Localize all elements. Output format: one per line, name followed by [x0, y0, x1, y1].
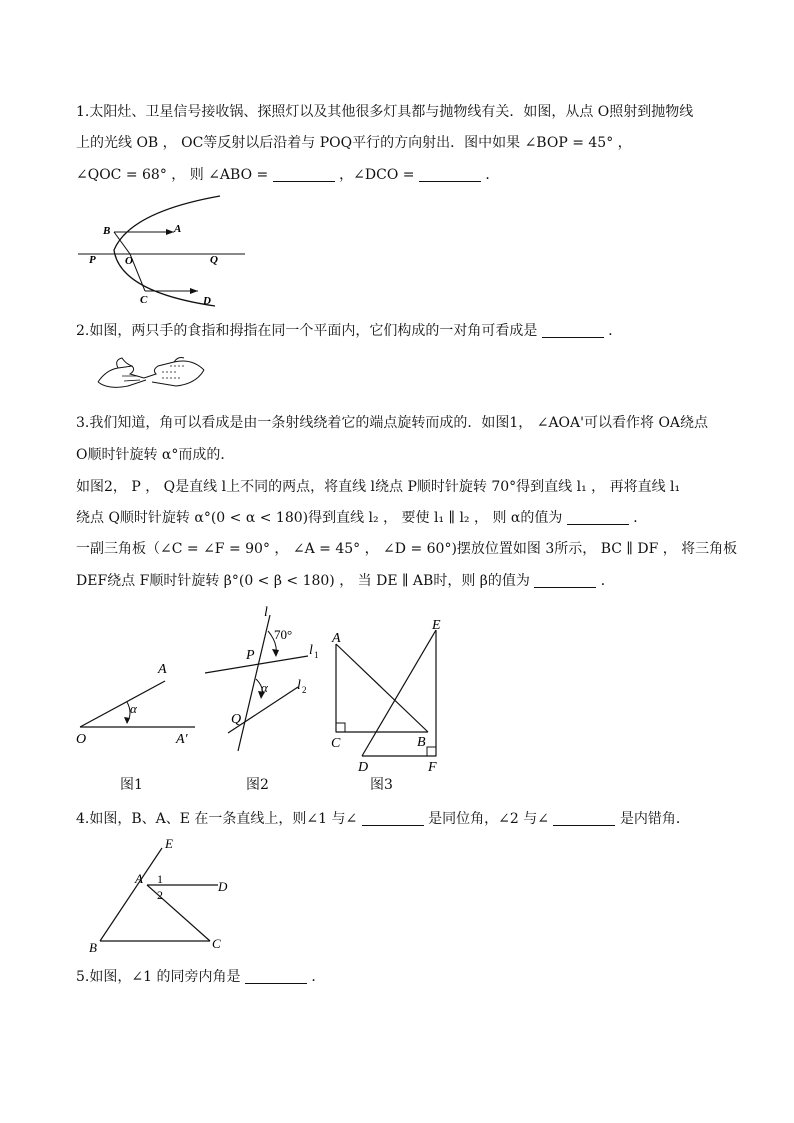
- q4-label-2: 2: [157, 888, 163, 902]
- q5-line: [76, 968, 325, 986]
- q4-label-C: C: [212, 936, 221, 951]
- q1-label-C: C: [140, 294, 148, 306]
- q3-figure-2: [198, 603, 328, 758]
- q3-line4-text: 绕点 Q顺时针旋转 α°(0 < α < 180)得到直线 l₂ ， 要使 l₁ ∥ l₂ ， 则 α的值为: [76, 510, 563, 526]
- q4-line: [76, 810, 690, 828]
- q4-text-a: 4.如图，B、A、E 在一条直线上，则∠1 与∠: [76, 811, 358, 827]
- q3-line6-text: DEF绕点 F顺时针旋转 β°(0 < β < 180) ， 当 DE ∥ AB时，则 β的值为: [76, 573, 530, 589]
- q3-line4-end: ．: [633, 510, 648, 526]
- q2-text: 2.如图，两只手的食指和拇指在同一个平面内，它们构成的一对角可看成是: [76, 323, 538, 339]
- q3-line5: 一副三角板（∠C = ∠F = 90° ， ∠A = 45° ， ∠D = 60°)摆放位置如图 3所示， BC ∥ DF ， 将三角板: [76, 541, 738, 557]
- fig3-label-A: A: [332, 631, 341, 646]
- fig3-label-D: D: [358, 760, 369, 774]
- q3-line6: [76, 572, 615, 590]
- q5-end: ．: [311, 969, 326, 985]
- fig2-caption: 图2: [246, 777, 269, 793]
- fig3-caption: 图3: [370, 777, 393, 793]
- q1-label-Q: Q: [210, 254, 218, 266]
- q1-line3-end: ．: [485, 167, 500, 183]
- q4-blank-corresponding[interactable]: [362, 811, 424, 826]
- q1-line3-mid: ，∠DCO =: [339, 167, 415, 183]
- fig1-caption: 图1: [120, 777, 143, 793]
- q4-label-A: A: [135, 871, 143, 886]
- fig2-label-70deg: 70°: [274, 627, 293, 642]
- q4-label-1: 1: [157, 872, 163, 886]
- q4-label-E: E: [165, 836, 173, 851]
- q3-blank-beta[interactable]: [534, 573, 596, 588]
- fig2-label-l1-sub: 1: [314, 650, 319, 660]
- q5-text: 5.如图，∠1 的同旁内角是: [76, 969, 241, 985]
- fig3-label-F: F: [428, 760, 437, 774]
- q3-line4: [76, 509, 647, 527]
- q1-label-D: D: [203, 295, 211, 307]
- q1-label-B: B: [103, 225, 111, 237]
- fig2-label-alpha: α: [261, 680, 268, 695]
- q2-hands-figure: [92, 352, 210, 394]
- q4-triangle-figure: [84, 836, 234, 956]
- q1-blank-abo[interactable]: [273, 167, 335, 182]
- fig1-label-alpha: α: [130, 701, 137, 716]
- q1-line3-text: ∠QOC = 68° ， 则 ∠ABO =: [76, 167, 269, 183]
- q4-blank-alternate[interactable]: [553, 811, 615, 826]
- fig2-label-Q: Q: [231, 712, 242, 727]
- q3-figure-3: [328, 612, 456, 774]
- fig3-label-E: E: [432, 618, 441, 633]
- fig2-label-P: P: [246, 648, 255, 663]
- q3-line2: O顺时针旋转 α°而成的．: [76, 447, 235, 463]
- q3-line3: 如图2， P ， Q是直线 l上不同的两点，将直线 l绕点 P顺时针旋转 70°得到直线 l₁ ， 再将直线 l₁: [76, 479, 681, 495]
- fig1-label-A: A: [158, 662, 167, 677]
- q1-label-O: O: [125, 255, 133, 267]
- q1-label-A: A: [174, 223, 182, 235]
- q4-text-b: 是同位角，∠2 与∠: [428, 811, 549, 827]
- fig3-label-C: C: [331, 736, 341, 751]
- q3-blank-alpha[interactable]: [567, 510, 629, 525]
- q2-blank[interactable]: [542, 323, 604, 338]
- q4-label-D: D: [218, 879, 228, 894]
- q1-label-P: P: [89, 254, 96, 266]
- q2-end: ．: [608, 323, 623, 339]
- q3-line6-end: ．: [600, 573, 615, 589]
- q1-blank-dco[interactable]: [419, 167, 481, 182]
- q1-line1: 1.太阳灶、卫星信号接收锅、探照灯以及其他很多灯具都与抛物线有关．如图，从点 O照射到抛物线: [76, 104, 694, 120]
- q3-line1: 3.我们知道，角可以看成是由一条射线绕着它的端点旋转而成的．如图1， ∠AOA'可以看作将 OA绕点: [76, 415, 709, 431]
- q1-parabola-figure: [70, 192, 260, 312]
- q4-text-c: 是内错角．: [619, 811, 690, 827]
- q1-line2: 上的光线 OB ， OC等反射以后沿着与 POQ平行的方向射出．图中如果 ∠BOP = 45° ，: [76, 135, 632, 151]
- q3-figure-1: [70, 655, 205, 750]
- q2-line: [76, 322, 622, 340]
- fig1-label-A-prime: A′: [176, 732, 188, 747]
- fig3-label-B: B: [417, 735, 426, 750]
- fig2-label-l2-sub: 2: [302, 685, 307, 695]
- q4-label-B: B: [89, 940, 97, 955]
- q5-blank[interactable]: [245, 969, 307, 984]
- fig2-label-l2: l: [297, 678, 301, 693]
- fig1-label-O: O: [76, 732, 87, 747]
- q1-line3: [76, 166, 499, 184]
- fig2-label-l: l: [264, 605, 268, 620]
- fig2-label-l1: l: [309, 643, 313, 658]
